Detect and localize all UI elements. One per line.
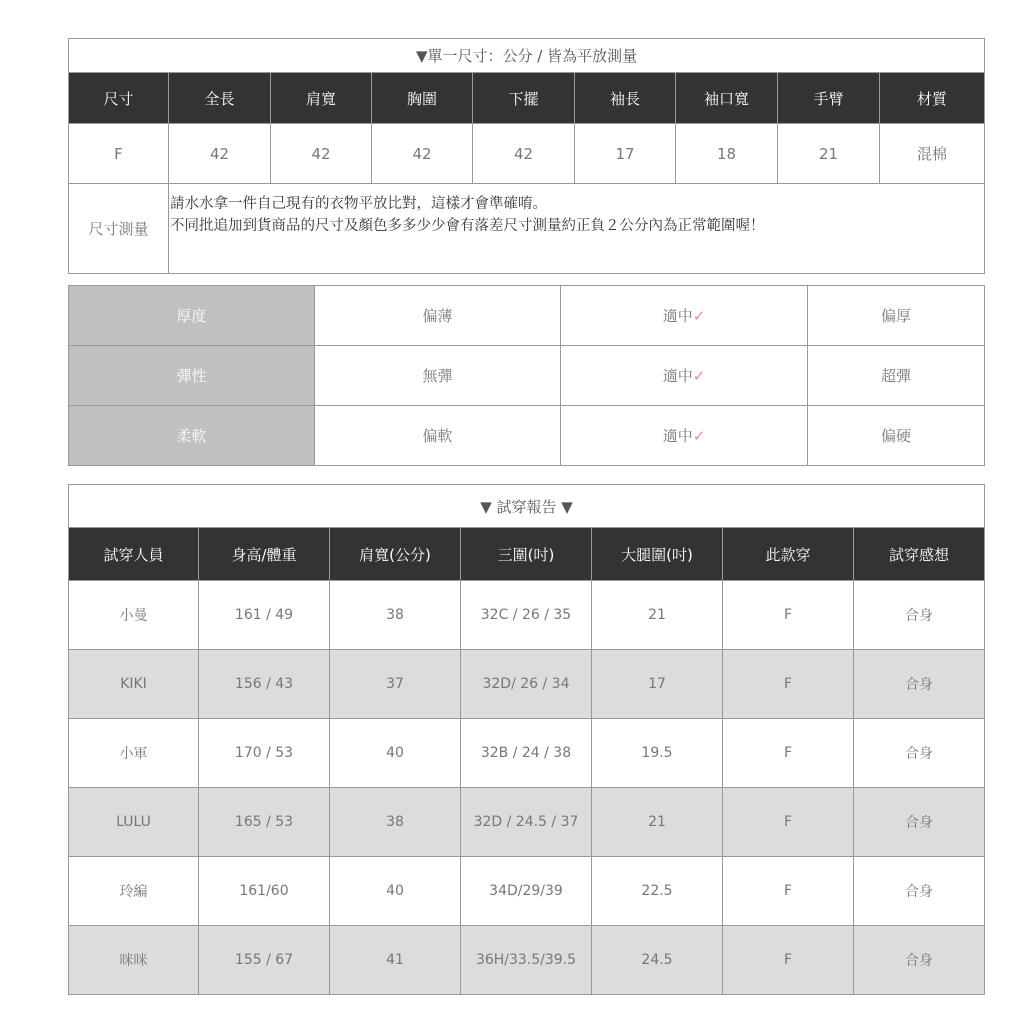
attribute-option-label: 偏軟 bbox=[422, 427, 453, 445]
size-table-values bbox=[69, 124, 985, 184]
attribute-option bbox=[561, 286, 808, 346]
fit-header-cell: 三圍(吋) bbox=[461, 528, 592, 581]
fit-report-cell: 32B / 24 / 38 bbox=[461, 719, 592, 788]
size-table-header bbox=[69, 73, 985, 124]
fit-report-header bbox=[69, 528, 985, 581]
fit-report-cell: 40 bbox=[330, 719, 461, 788]
header-chest: 胸圍 bbox=[372, 73, 473, 124]
attribute-option bbox=[808, 406, 985, 466]
attribute-row bbox=[69, 406, 985, 466]
attribute-option bbox=[315, 346, 561, 406]
fit-report-cell: 155 / 67 bbox=[199, 926, 330, 995]
checkmark-icon: ✓ bbox=[692, 367, 706, 385]
fit-report-row bbox=[69, 650, 985, 719]
fit-report-cell: F bbox=[723, 650, 854, 719]
fit-report-cell: 32C / 26 / 35 bbox=[461, 581, 592, 650]
attribute-label: 柔軟 bbox=[69, 406, 315, 466]
fit-report-table bbox=[68, 484, 985, 995]
attribute-row bbox=[69, 346, 985, 406]
header-sleeve-length: 袖長 bbox=[575, 73, 676, 124]
header-cuff-width: 袖口寬 bbox=[676, 73, 778, 124]
attribute-option bbox=[808, 346, 985, 406]
attribute-option bbox=[315, 286, 561, 346]
header-arm: 手臂 bbox=[778, 73, 880, 124]
value-chest: 42 bbox=[372, 124, 473, 184]
fit-report-cell: 合身 bbox=[854, 788, 985, 857]
header-length: 全長 bbox=[169, 73, 271, 124]
fit-report-cell: 24.5 bbox=[592, 926, 723, 995]
attribute-label: 彈性 bbox=[69, 346, 315, 406]
header-size: 尺寸 bbox=[69, 73, 169, 124]
fit-report-cell: LULU bbox=[69, 788, 199, 857]
fit-report-cell: 小曼 bbox=[69, 581, 199, 650]
fit-report-cell: 21 bbox=[592, 581, 723, 650]
fit-report-cell: F bbox=[723, 719, 854, 788]
fit-report-cell: F bbox=[723, 857, 854, 926]
size-note-line-2: 不同批追加到貨商品的尺寸及顏色多多少少會有落差尺寸測量約正負２公分內為正常範圍喔！ bbox=[170, 218, 765, 234]
size-table-caption: ▼單一尺寸：公分 / 皆為平放測量 bbox=[69, 39, 985, 73]
attribute-option-label: 適中 bbox=[662, 427, 693, 445]
fit-report-cell: 玲編 bbox=[69, 857, 199, 926]
checkmark-icon: ✓ bbox=[692, 307, 706, 325]
fit-header-cell: 大腿圍(吋) bbox=[592, 528, 723, 581]
fit-report-cell: 合身 bbox=[854, 719, 985, 788]
attribute-option-label: 無彈 bbox=[422, 367, 453, 385]
attribute-option bbox=[561, 346, 808, 406]
value-arm: 21 bbox=[778, 124, 880, 184]
fit-report-cell: F bbox=[723, 788, 854, 857]
fit-report-cell: F bbox=[723, 581, 854, 650]
header-hem: 下擺 bbox=[473, 73, 575, 124]
fit-report-cell: 34D/29/39 bbox=[461, 857, 592, 926]
value-length: 42 bbox=[169, 124, 271, 184]
value-sleeve-length: 17 bbox=[575, 124, 676, 184]
value-material: 混棉 bbox=[880, 124, 985, 184]
fit-report-cell: 170 / 53 bbox=[199, 719, 330, 788]
header-material: 材質 bbox=[880, 73, 985, 124]
attribute-row bbox=[69, 286, 985, 346]
fit-report-cell: 19.5 bbox=[592, 719, 723, 788]
attribute-option bbox=[561, 406, 808, 466]
fit-report-cell: KIKI bbox=[69, 650, 199, 719]
attribute-option-label: 適中 bbox=[662, 307, 693, 325]
fit-report-row bbox=[69, 857, 985, 926]
fit-report-cell: 合身 bbox=[854, 857, 985, 926]
attribute-option-label: 偏硬 bbox=[880, 427, 911, 445]
fit-header-cell: 試穿感想 bbox=[854, 528, 985, 581]
fit-report-cell: 41 bbox=[330, 926, 461, 995]
fit-report-cell: 32D / 24.5 / 37 bbox=[461, 788, 592, 857]
attribute-option-label: 適中 bbox=[662, 367, 693, 385]
fit-report-cell: 21 bbox=[592, 788, 723, 857]
size-note-text bbox=[169, 184, 985, 274]
fit-report-row bbox=[69, 719, 985, 788]
fit-report-cell: 161 / 49 bbox=[199, 581, 330, 650]
fit-report-cell: 37 bbox=[330, 650, 461, 719]
value-size: F bbox=[69, 124, 169, 184]
fit-report-row bbox=[69, 788, 985, 857]
fabric-attribute-table bbox=[68, 285, 985, 466]
checkmark-icon: ✓ bbox=[692, 427, 706, 445]
size-note-line-1: 請水水拿一件自己現有的衣物平放比對，這樣才會準確唷。 bbox=[170, 196, 547, 212]
size-note-row bbox=[69, 184, 985, 274]
fit-report-caption: ▼ 試穿報告 ▼ bbox=[69, 485, 985, 528]
attribute-option-label: 超彈 bbox=[880, 367, 911, 385]
fit-report-cell: 22.5 bbox=[592, 857, 723, 926]
attribute-option bbox=[808, 286, 985, 346]
fit-report-cell: 合身 bbox=[854, 581, 985, 650]
header-shoulder: 肩寬 bbox=[271, 73, 372, 124]
size-note-label: 尺寸測量 bbox=[69, 184, 169, 274]
fit-report-cell: 咪咪 bbox=[69, 926, 199, 995]
fit-report-cell: 36H/33.5/39.5 bbox=[461, 926, 592, 995]
fit-report-cell: 161/60 bbox=[199, 857, 330, 926]
fit-report-cell: 合身 bbox=[854, 926, 985, 995]
fit-report-cell: 156 / 43 bbox=[199, 650, 330, 719]
attribute-option bbox=[315, 406, 561, 466]
attribute-option-label: 偏厚 bbox=[880, 307, 911, 325]
fit-header-cell: 身高/體重 bbox=[199, 528, 330, 581]
fit-report-row bbox=[69, 581, 985, 650]
fit-report-cell: F bbox=[723, 926, 854, 995]
fit-report-cell: 17 bbox=[592, 650, 723, 719]
fit-header-cell: 試穿人員 bbox=[69, 528, 199, 581]
fit-header-cell: 此款穿 bbox=[723, 528, 854, 581]
fit-report-row bbox=[69, 926, 985, 995]
fit-report-cell: 40 bbox=[330, 857, 461, 926]
size-table bbox=[68, 38, 985, 274]
value-shoulder: 42 bbox=[271, 124, 372, 184]
fit-header-cell: 肩寬(公分) bbox=[330, 528, 461, 581]
fit-report-cell: 38 bbox=[330, 788, 461, 857]
value-hem: 42 bbox=[473, 124, 575, 184]
fit-report-cell: 32D/ 26 / 34 bbox=[461, 650, 592, 719]
fit-report-cell: 小軍 bbox=[69, 719, 199, 788]
attribute-label: 厚度 bbox=[69, 286, 315, 346]
fit-report-cell: 38 bbox=[330, 581, 461, 650]
fit-report-cell: 165 / 53 bbox=[199, 788, 330, 857]
fit-report-cell: 合身 bbox=[854, 650, 985, 719]
attribute-option-label: 偏薄 bbox=[422, 307, 453, 325]
value-cuff-width: 18 bbox=[676, 124, 778, 184]
